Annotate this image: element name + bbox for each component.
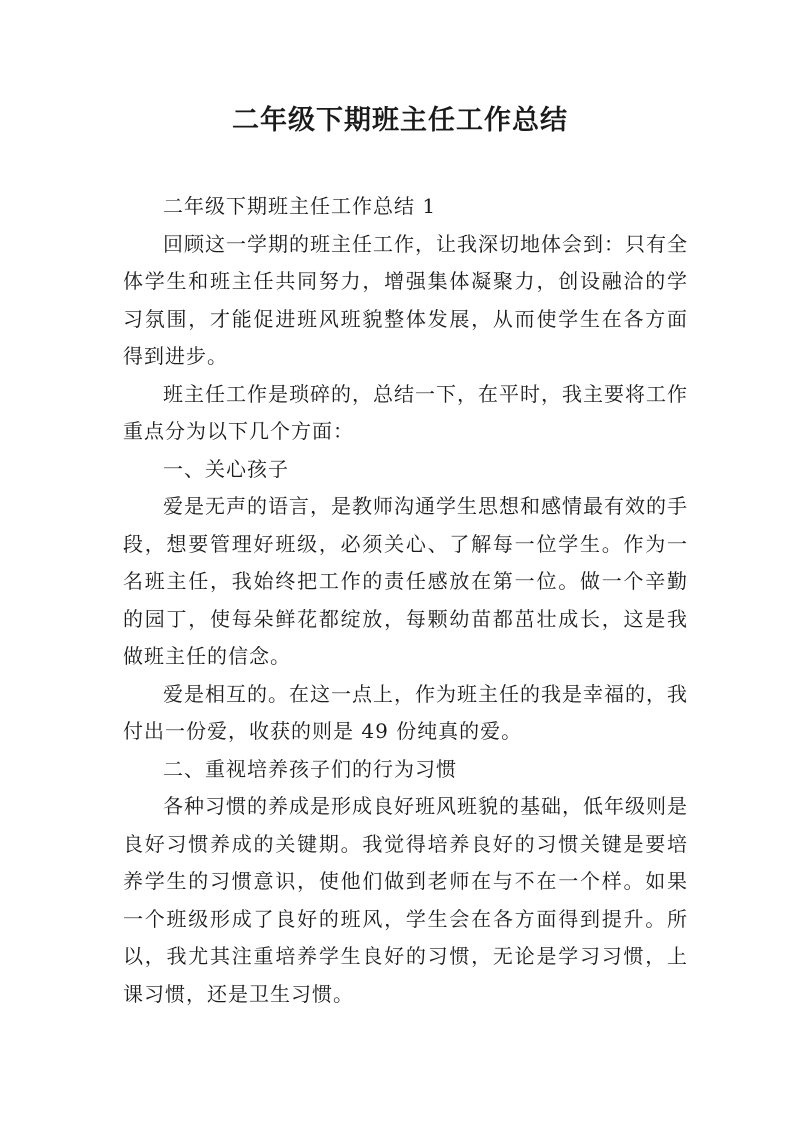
paragraph: 回顾这一学期的班主任工作，让我深切地体会到：只有全体学生和班主任共同努力，增强集体凝聚力，创设融洽的学习氛围，才能促进班风班貌整体发展，从而使学生在各方面得到进步。 — [123, 231, 688, 368]
subheading: 二年级下期班主任工作总结 1 — [163, 194, 437, 218]
paragraph: 班主任工作是琐碎的，总结一下，在平时，我主要将工作重点分为以下几个方面： — [123, 381, 688, 443]
document-body — [123, 188, 688, 1013]
paragraph: 爱是无声的语言，是教师沟通学生思想和感情最有效的手段，想要管理好班级，必须关心、了解每一位学生。作为一名班主任，我始终把工作的责任感放在第一位。做一个辛勤的园丁，使每朵鲜花都绽放，每颗幼苗都茁壮成长，这是我做班主任的信念。 — [123, 494, 688, 668]
section-heading: 一、关心孩子 — [163, 456, 289, 481]
document-title: 二年级下期班主任工作总结 — [232, 105, 568, 136]
paragraph: 爱是相互的。在这一点上，作为班主任的我是幸福的，我付出一份爱，收获的则是 49 份纯真的爱。 — [123, 681, 688, 743]
paragraph: 各种习惯的养成是形成良好班风班貌的基础，低年级则是良好习惯养成的关键期。我觉得培养良好的习惯关键是要培养学生的习惯意识，使他们做到老师在与不在一个样。如果一个班级形成了良好的班风，学生会在各方面得到提升。所以，我尤其注重培养学生良好的习惯，无论是学习习惯，上课习惯，还是卫生习惯。 — [123, 794, 688, 1006]
section-heading: 二、重视培养孩子们的行为习惯 — [163, 756, 457, 781]
